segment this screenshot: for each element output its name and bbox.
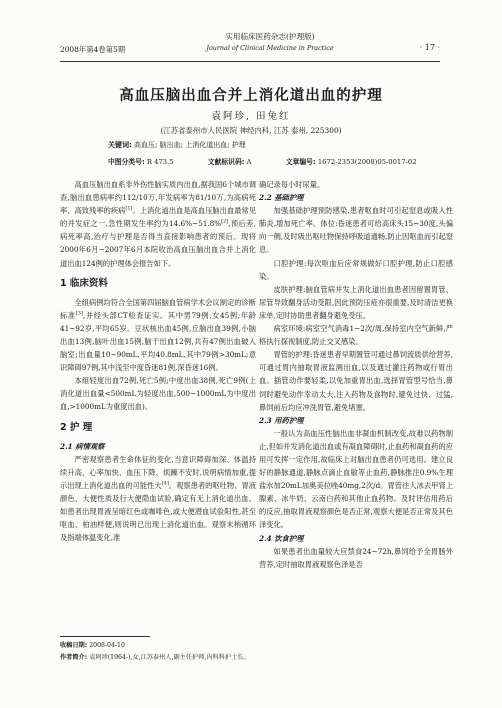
subsection-heading-observation: 2.1 病情观察 (60, 441, 105, 451)
affiliation: (江苏省泰州市人民医院 神经内科, 江苏 泰州, 225300) (160, 126, 342, 135)
doc-code: A (246, 158, 252, 166)
intro-paragraph: 高血压脑出血系非外伤性脑实质内出血,据我国6个城市调查,脑出血患病率约112/10万,年发病率为81/10万,为高病死率、高致残率的疾病[1]。上消化道出血是高血压脑出血最常见的并发症之一,急性期发生率约为14.6%~51.8%[2],预后差,病死率高,治疗与护理是否得当直接影响患者的预后。现将2000年6月~2007年6月本院收治高血压脑出血合并上消化道出血124例的护理体会报告如下。 (60, 180, 256, 268)
header-divider (60, 61, 440, 62)
citation-ref: [4] (161, 480, 169, 487)
section-heading-nursing: 2 护 理 (60, 421, 93, 433)
citation-ref: [3] (75, 310, 83, 317)
skin-care-paragraph: 皮肤护理:脑血管病并发上消化道出血患者因留置胃管、尿管导致翻身活动受限,因此预防压疮亦很重要,及时清洁更换床单,定时协助患者翻身避免受压。 (259, 284, 453, 320)
author-list: 袁阿珍, 田兔红 (211, 111, 291, 122)
classification-line (108, 156, 449, 166)
article-no: 1672-2353(2008)05-0017-02 (317, 158, 417, 166)
keywords-text: 高血压; 脑出血; 上消化道出血; 护理 (134, 141, 246, 149)
oral-care-paragraph: 口腔护理:每次呕血后应常规做好口腔护理,防止口腔感染。 (259, 258, 453, 281)
continued-paragraph: 确记录每小时尿量。 (259, 180, 325, 189)
journal-name-en: Journal of Clinical Medicine in Practice (206, 44, 334, 52)
doc-code-label: 文献标识码: (207, 158, 245, 166)
footnote (60, 640, 250, 664)
subsection-heading-diet: 2.4 饮食护理 (259, 533, 304, 543)
journal-name (200, 31, 340, 52)
outcome-paragraph: 本组轻度出血72例,死亡5例;中度出血38例,死亡9例(上消化道出血量<500mL为轻度出血,500~1000mL为中度出血,>1000mL为重度出血)。 (60, 376, 256, 412)
journal-name-cn: 实用临床医药杂志(护理版) (225, 32, 315, 41)
diet-paragraph: 如果患者出血量较大应禁食24~72h,鼻饲给予全胃肠外营养,定时抽取胃液观察色泽是否 (259, 546, 453, 569)
page-number: · 17 · (419, 43, 440, 52)
left-column (60, 178, 256, 544)
section-heading-clinical-data: 1 临床资料 (60, 277, 108, 289)
class-no-label: 中图分类号: (108, 158, 145, 166)
basic-care-paragraph: 加强基础护理预防感染,患者呕血时可引起窒息或吸入性肺炎,增加死亡率。体位:昏迷患者可给高床头15~30度,头偏向一侧,及时吸出呕吐物保持呼吸道通畅,防止因呕血而引起窒息。 (259, 206, 453, 255)
keywords-label: 关键词: (108, 141, 132, 149)
right-column (259, 178, 453, 571)
observation-paragraph: 严密观察患者生命体征的变化,当意识障碍加深、体温持续升高、心率加快、血压下降、烦躁不安时,说明病情加重,提示出现上消化道出血的可能性大[4]。观察患者的呕吐物、胃液颜色、大便性质及行大便隐血试验,确定有无上消化道出血。如患者出现胃液呈暗红色或咖啡色,或大便潜血试验阳性,甚至呕血、柏油样便,则说明已出现上消化道出血。观察末梢循环及指端体温变化,准 (60, 454, 256, 543)
citation-ref: [2] (221, 218, 229, 225)
ward-environment-paragraph: 病室环境:病室空气消毒1~2次/周,保持室内空气新鲜,严格执行探视制度,防止交叉感染。 (259, 324, 453, 347)
author-bio: 作者简介: 袁阿珍(1964-),女,江苏泰州人,副主任护师,内科科护士长。 (60, 654, 250, 661)
subsection-heading-basic-care: 2.2 基础护理 (259, 193, 304, 203)
keywords (108, 140, 246, 150)
medication-paragraph: 一般认为高血压性脑出血非凝血机制改变,故难以药物制止,但如并发消化道出血或有凝血障碍时,止血药和凝血药的应用可发挥一定作用,故临床上对脑出血患者仍可选用。建立良好的静脉通道,静脉点滴止血敏等止血药,静脉推注0.9%生理盐水加20mL加奥美拉唑40mg,2次/d。胃管往人冰去甲肾上腺素、冰牛奶、云南白药和其他止血药物。及时评估用药后的反应,抽取胃液观察颜色是否正常,观察大便是否正常及其色泽变化。 (259, 428, 453, 530)
citation-ref: [1] (125, 205, 133, 212)
subsection-heading-medication: 2.3 用药护理 (259, 415, 304, 425)
clinical-data-paragraph: 全组病例均符合全国第四届脑血管病学术会议制定的诊断标准[3],并经头部CT检查证实。其中男79例,女45例;年龄41~92岁,平均65岁。豆状核出血45例,丘脑出血39例,小脑出血13例,脑叶出血15例,脑干出血12例,共有47例出血破入脑室;出血量10~90mL,平均40.8mL,其中79例>30mL;意识障碍97例,其中浅至中度昏迷81例,深昏迷16例。 (60, 297, 256, 373)
article-title: 高血压脑出血合并上消化道出血的护理 (119, 88, 383, 104)
gastric-tube-paragraph: 胃管的护理:昏迷患者早期置管可通过鼻饲流质供给营养,可通过胃内抽取胃液监测出血,以及通过灌注药物或行胃出血。插管动作要轻柔,以免加重胃出血,选择胃管型号恰当,鼻饲时避免动作幸动太大,注入药物及食物时,避免过快、过猛,鼻饲前后均应冲洗胃管,避免堵塞。 (259, 350, 453, 412)
footnote-divider (60, 636, 150, 637)
received-date: 收稿日期: 2008-04-10 (60, 642, 125, 649)
issue-info: 2008年第4卷第5期 (60, 45, 126, 54)
article-no-label: 文章编号: (285, 158, 316, 166)
running-header (60, 28, 440, 62)
class-no: R 473.5 (146, 158, 174, 166)
